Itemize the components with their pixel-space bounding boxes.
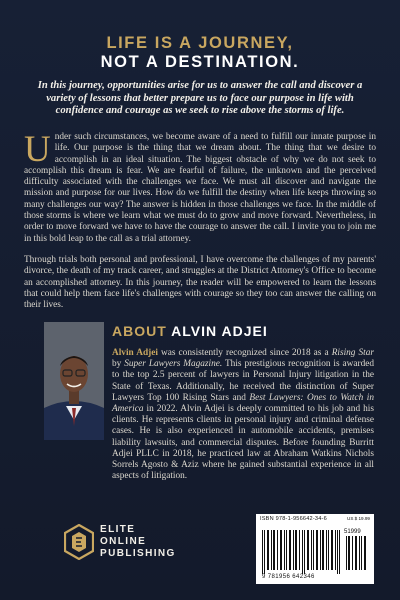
ean-number: 9 781956 642346 bbox=[262, 574, 315, 580]
bio-name: Alvin Adjei bbox=[112, 348, 158, 358]
publisher-line-2: ONLINE bbox=[100, 536, 147, 547]
author-photo bbox=[44, 322, 104, 440]
headline-line-1: LIFE IS A JOURNEY, bbox=[106, 34, 294, 52]
about-label: ABOUT bbox=[112, 323, 167, 339]
bio-text-4: in 2022. Alvin Adjei is deeply committed to his job and his clients. He represents clients in personal injury and criminal defense cases. He is also experienced in automobile accidents, premises liability lawsuits, and commercial disputes. Before founding Burritt Adjei PLLC in 2018, he practiced law at Abraham Watkins Nichols Sorrels Agosto & Aziz where he gained substantial experience in all aspects of litigation. bbox=[112, 404, 374, 482]
headline bbox=[0, 34, 400, 72]
price-code: US $ 19.99 bbox=[347, 516, 370, 521]
bio-best-lawyers: Best Lawyers: Ones to Watch in America bbox=[112, 392, 375, 415]
body-paragraph-1-text: nder such circumstances, we become aware of a need to fulfill our innate purpose in life. Our purpose is the thing that we dream about. The thing that we desire to accomplish in an ideal situation. The biggest obstacle of why we do not seek to accomplish this dream is fear. We are fearful of failure, the unknown and the perceived difficulty associated with the challenges we face. We must all discover and navigate the mission and purpose for our lives. How do we fulfill the destiny when life keeps throwing so many challenges our way? The answer is hidden in those challenges we face. In the middle of those storms is where we learn what we must do to grow and move forward. Nevertheless, in order to move forward we have to have the courage to answer the call. I invite you to join me in this bold leap to the call as a trial attorney. bbox=[24, 132, 376, 244]
author-bio bbox=[112, 348, 374, 482]
body-paragraph-1 bbox=[24, 129, 376, 245]
bio-rising-star: Rising Star bbox=[331, 348, 375, 358]
intro-blurb: In this journey, opportunities arise for us to answer the call and discover a variety of lessons that better prepare us to face our purpose in life with confidence and courage as we seek to rise above the storms of life. bbox=[37, 80, 363, 117]
body-text bbox=[24, 129, 376, 311]
bio-text-2: by bbox=[112, 359, 125, 370]
publisher-line-3: PUBLISHING bbox=[100, 548, 176, 559]
bio-magazine: Super Lawyers Magazine. bbox=[124, 359, 223, 370]
headline-line-2: NOT A DESTINATION. bbox=[100, 53, 300, 71]
isbn-barcode bbox=[256, 514, 374, 584]
author-name: ALVIN ADJEI bbox=[171, 323, 268, 339]
publisher-line-1: ELITE bbox=[100, 524, 136, 535]
addon-code: 51999 bbox=[344, 529, 361, 535]
barcode-bars bbox=[260, 524, 370, 574]
bio-text-1: was consistently recognized since 2018 as a bbox=[157, 348, 332, 358]
about-heading bbox=[112, 323, 268, 339]
author-photo-illustration bbox=[44, 322, 104, 440]
drop-cap: U bbox=[24, 129, 51, 170]
publisher-name bbox=[100, 524, 176, 560]
publisher-logo-icon bbox=[64, 524, 94, 560]
bio-text-3: This prestigious recognition is awarded to the top 2.5 percent of lawyers in Personal Injury litigation in the State of Texas. Additionally, he received the distinction of Super Lawyers Top 100 Rising Stars and bbox=[112, 359, 375, 403]
body-paragraph-2: Through trials both personal and professional, I have overcome the challenges of my parents' divorce, the death of my track career, and struggles at the District Attorney's Office to become an accomplished attorney. In this journey, the reader will be empowered to learn the lessons that could help them face life's challenges with courage so they too can answer the calling on their lives. bbox=[24, 254, 376, 311]
isbn-label: ISBN 978-1-956642-34-6 bbox=[260, 516, 327, 522]
